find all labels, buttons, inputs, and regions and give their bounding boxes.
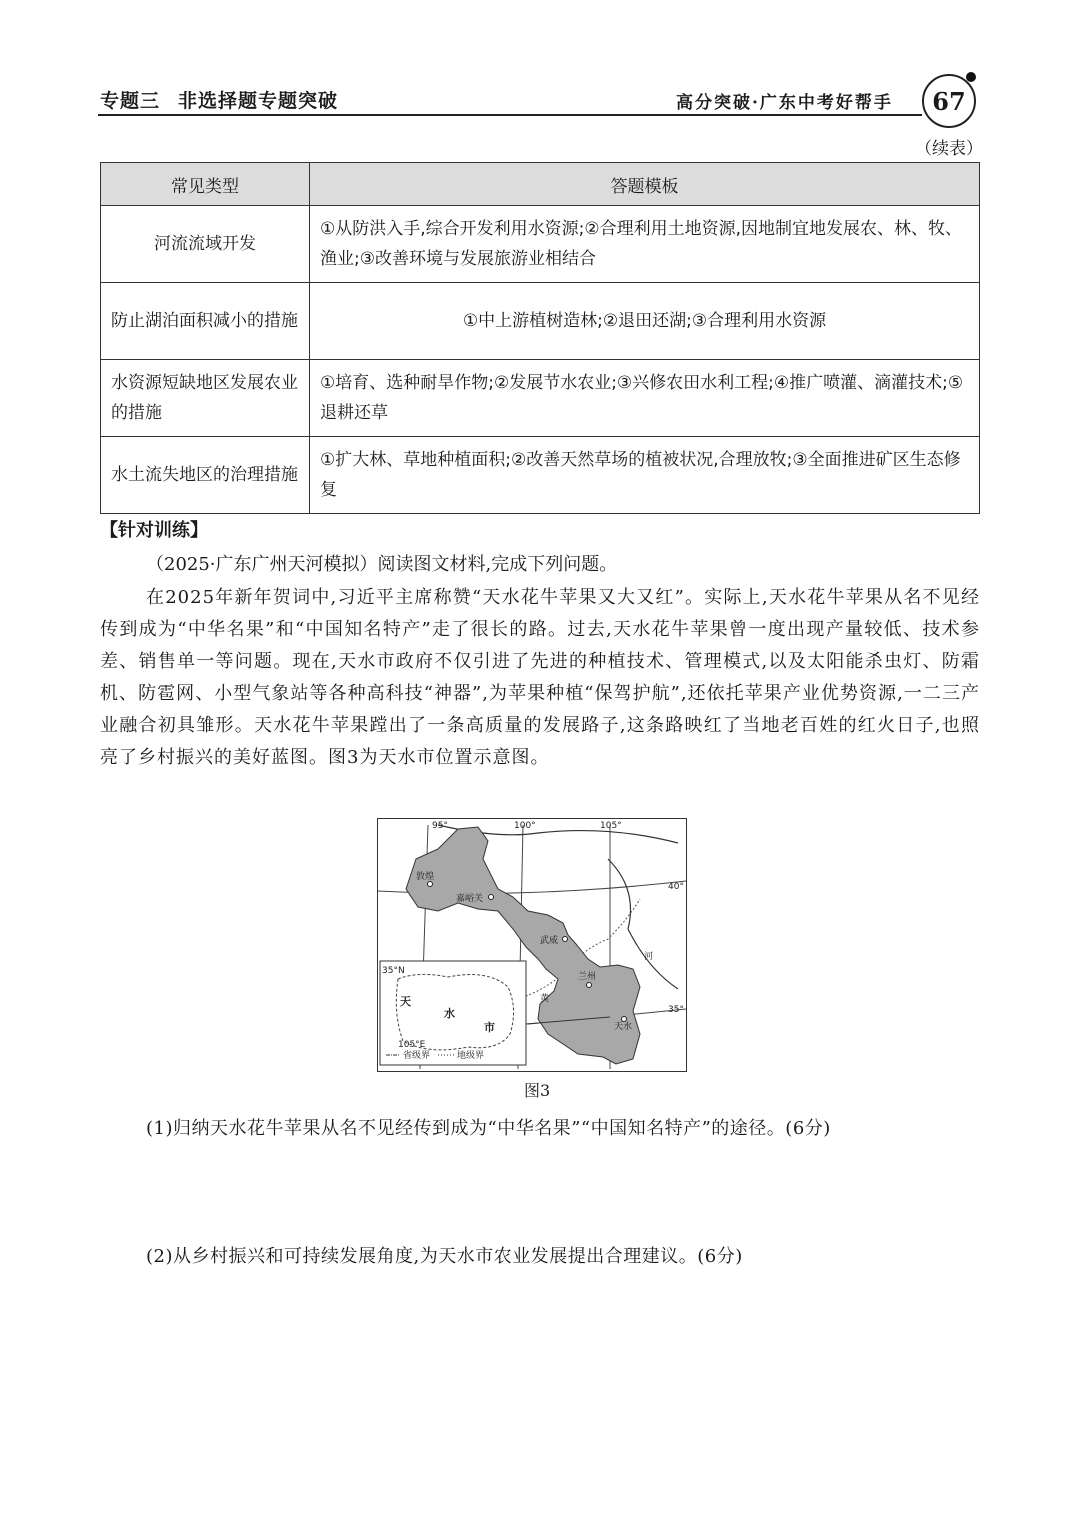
city-dot-tianshui	[622, 1017, 627, 1022]
city-dot-jiayuguan	[489, 895, 494, 900]
city-label: 天水	[614, 1022, 633, 1032]
row-template: ①扩大林、草地种植面积;②改善天然草场的植被状况,合理放牧;③全面推进矿区生态修复	[310, 437, 980, 514]
inset-name-char: 市	[484, 1021, 495, 1034]
continued-note: （续表）	[915, 139, 983, 159]
river-label: 河	[644, 952, 654, 962]
row-type: 水资源短缺地区发展农业的措施	[101, 360, 310, 437]
table-row	[101, 360, 980, 437]
page-number: 67	[922, 74, 976, 128]
section-title: 非选择题专题突破	[178, 90, 339, 112]
question-1: (1)归纳天水花牛苹果从名不见经传到成为“中华名果”“中国知名特产”的途径。(6分)	[146, 1118, 831, 1139]
lon-label: 100°	[514, 821, 536, 831]
city-dot-dunhuang	[428, 882, 433, 887]
answer-template-table	[100, 162, 980, 514]
header-divider	[98, 114, 922, 116]
table-header-row	[101, 163, 980, 206]
table-row	[101, 283, 980, 360]
river-label: 黄	[540, 994, 550, 1004]
section-label: 专题三	[100, 90, 161, 112]
page-number-dot	[966, 72, 976, 82]
row-template: ①从防洪入手,综合开发利用水资源;②合理利用土地资源,因地制宜地发展农、林、牧、渔业;③改善环境与发展旅游业相结合	[310, 206, 980, 283]
practice-title: 【针对训练】	[100, 520, 208, 541]
lon-label: 105°	[600, 821, 622, 831]
row-type: 防止湖泊面积减小的措施	[101, 283, 310, 360]
row-type: 水土流失地区的治理措施	[101, 437, 310, 514]
table-header-type: 常见类型	[101, 163, 310, 206]
practice-passage: 在2025年新年贺词中,习近平主席称赞“天水花牛苹果又大又红”。实际上,天水花牛苹果从名不见经传到成为“中华名果”和“中国知名特产”走了很长的路。过去,天水花牛苹果曾一度出现产量较低、技术参差、销售单一等问题。现在,天水市政府不仅引进了先进的种植技术、管理模式,以及太阳能杀虫灯、防霜机、防雹网、小型气象站等各种高科技“神器”,为苹果种植“保驾护航”,还依托苹果产业优势资源,一二三产业融合初具雏形。天水花牛苹果蹚出了一条高质量的发展路子,这条路映红了当地老百姓的红火日子,也照亮了乡村振兴的美好蓝图。图3为天水市位置示意图。	[100, 587, 980, 768]
city-label: 兰州	[578, 972, 597, 982]
book-title: 高分突破·广东中考好帮手	[676, 93, 893, 113]
lat-label: 40°	[668, 882, 684, 892]
legend-prefecture: 地级界	[457, 1051, 485, 1061]
table-header-template: 答题模板	[310, 163, 980, 206]
figure-caption: 图3	[524, 1081, 551, 1100]
lat-label: 35°	[668, 1005, 684, 1015]
row-template: ①培育、选种耐旱作物;②发展节水农业;③兴修农田水利工程;④推广喷灌、滴灌技术;⑤退耕还草	[310, 360, 980, 437]
city-dot-lanzhou	[587, 983, 592, 988]
inset-lon-label: 105°E	[398, 1040, 426, 1050]
row-type: 河流流域开发	[101, 206, 310, 283]
city-label: 武威	[540, 936, 559, 946]
inset-name-char: 天	[400, 995, 411, 1008]
table-row	[101, 437, 980, 514]
city-dot-wuwei	[563, 937, 568, 942]
row-template: ①中上游植树造林;②退田还湖;③合理利用水资源	[310, 283, 980, 360]
inset-lat-label: 35°N	[382, 966, 405, 976]
practice-source: （2025·广东广州天河模拟）阅读图文材料,完成下列问题。	[146, 554, 618, 575]
question-2: (2)从乡村振兴和可持续发展角度,为天水市农业发展提出合理建议。(6分)	[146, 1246, 743, 1267]
city-label: 嘉峪关	[456, 894, 484, 904]
running-header	[100, 86, 356, 113]
city-label: 敦煌	[416, 872, 435, 882]
legend-province: 省级界	[403, 1051, 431, 1061]
inset-name-char: 水	[444, 1007, 455, 1020]
tianshui-location-map	[377, 818, 687, 1072]
table-row	[101, 206, 980, 283]
lon-label: 95°	[432, 821, 448, 831]
